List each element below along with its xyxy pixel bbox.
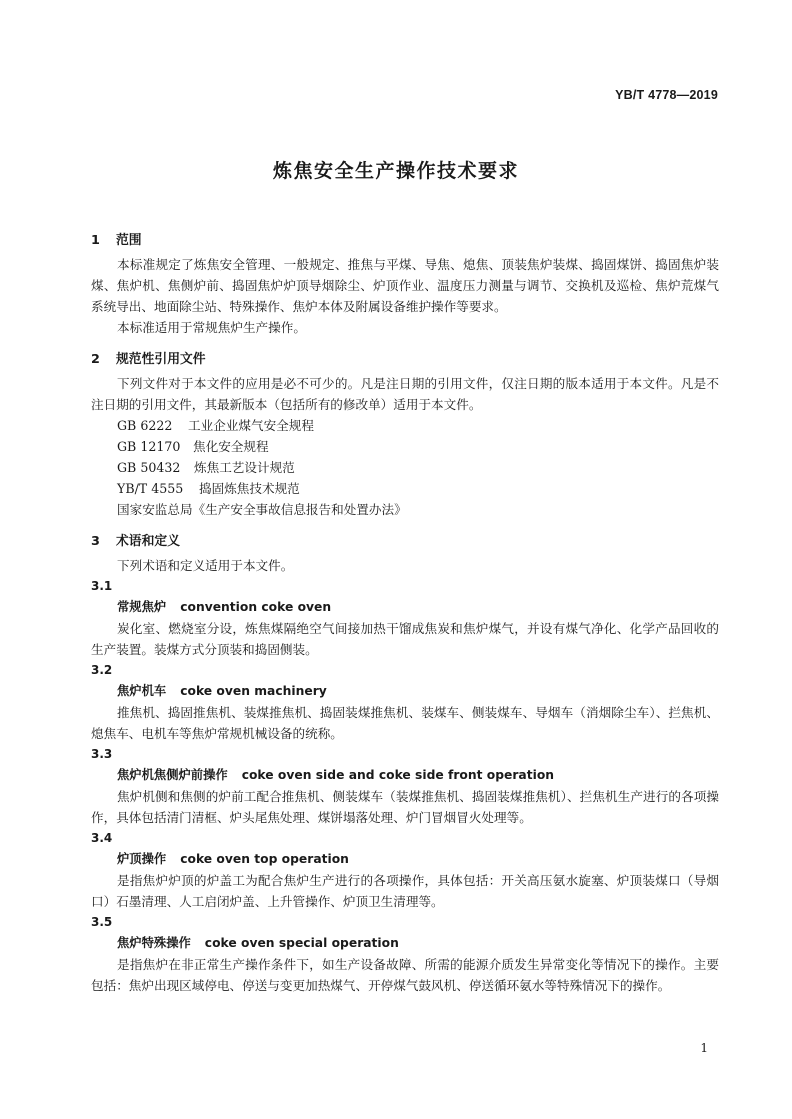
reference-item bbox=[91, 436, 719, 457]
section-number: 3 bbox=[91, 534, 100, 549]
term-number: 3.2 bbox=[91, 663, 113, 677]
term-name-en: convention coke oven bbox=[180, 600, 332, 614]
term-definition: 是指焦炉在非正常生产操作条件下，如生产设备故障、所需的能源介质发生异常变化等情况下的操作。主要包括：焦炉出现区域停电、停送与变更加热煤气、开停煤气鼓风机、停送循环氨水等特殊情况下的操作。 bbox=[91, 957, 719, 993]
term-name bbox=[91, 933, 719, 954]
term-name-zh: 常规焦炉 bbox=[117, 600, 167, 614]
term-name bbox=[91, 681, 719, 702]
term-number: 3.3 bbox=[91, 747, 113, 761]
scope-paragraph-1: 本标准规定了炼焦安全管理、一般规定、推焦与平煤、导焦、熄焦、顶装焦炉装煤、捣固煤饼、捣固焦炉装煤、焦炉机、焦侧炉前、捣固焦炉炉顶导烟除尘、炉顶作业、温度压力测量与调节、交换机及巡检、焦炉荒煤气系统导出、地面除尘站、特殊操作、焦炉本体及附属设备维护操作等要求。 bbox=[91, 257, 719, 314]
document-body bbox=[91, 223, 719, 996]
page-number: 1 bbox=[700, 1041, 708, 1055]
term-number: 3.4 bbox=[91, 831, 113, 845]
reference-item bbox=[91, 415, 719, 436]
term-name-zh: 焦炉机车 bbox=[117, 684, 167, 698]
reference-code: GB 50432 bbox=[117, 460, 181, 475]
term-definition: 是指焦炉炉顶的炉盖工为配合焦炉生产进行的各项操作，具体包括：开关高压氨水旋塞、炉顶装煤口（导烟口）石墨清理、人工启闭炉盖、上升管操作、炉顶卫生清理等。 bbox=[91, 873, 719, 909]
term-name-en: coke oven top operation bbox=[180, 852, 349, 866]
reference-code: GB 12170 bbox=[117, 439, 181, 454]
term-name-zh: 焦炉机焦侧炉前操作 bbox=[117, 768, 228, 782]
section-number: 1 bbox=[91, 233, 100, 248]
term-number: 3.5 bbox=[91, 915, 113, 929]
term-name-zh: 炉顶操作 bbox=[117, 852, 167, 866]
reference-code: YB/T 4555 bbox=[117, 481, 184, 496]
term-name bbox=[91, 849, 719, 870]
reference-title: 炼焦工艺设计规范 bbox=[194, 460, 295, 475]
section-title: 范围 bbox=[116, 233, 142, 248]
section-heading-scope bbox=[91, 227, 719, 254]
term-number: 3.1 bbox=[91, 579, 113, 593]
reference-title: 焦化安全规程 bbox=[193, 439, 269, 454]
reference-item bbox=[91, 478, 719, 499]
term-name-en: coke oven machinery bbox=[180, 684, 327, 698]
reference-title: 捣固炼焦技术规范 bbox=[199, 481, 300, 496]
term-name-en: coke oven special operation bbox=[204, 936, 399, 950]
term-name-en: coke oven side and coke side front operation bbox=[241, 768, 555, 782]
document-title: 炼焦安全生产操作技术要求 bbox=[272, 160, 519, 182]
term-name bbox=[91, 597, 719, 618]
refs-intro: 下列文件对于本文件的应用是必不可少的。凡是注日期的引用文件，仅注日期的版本适用于本文件。凡是不注日期的引用文件，其最新版本（包括所有的修改单）适用于本文件。 bbox=[91, 376, 719, 412]
section-number: 2 bbox=[91, 352, 100, 367]
term-definition: 炭化室、燃烧室分设，炼焦煤隔绝空气间接加热干馏成焦炭和焦炉煤气，并设有煤气净化、化学产品回收的生产装置。装煤方式分顶装和捣固侧装。 bbox=[91, 621, 719, 657]
scope-paragraph-2: 本标准适用于常规焦炉生产操作。 bbox=[117, 320, 306, 335]
reference-title: 工业企业煤气安全规程 bbox=[188, 418, 314, 433]
standard-code: YB/T 4778—2019 bbox=[615, 88, 718, 102]
term-definition: 焦炉机侧和焦侧的炉前工配合推焦机、侧装煤车（装煤推焦机、捣固装煤推焦机）、拦焦机生产进行的各项操作，具体包括清门清框、炉头尾焦处理、煤饼塌落处理、炉门冒烟冒火处理等。 bbox=[91, 789, 719, 825]
term-name-zh: 焦炉特殊操作 bbox=[117, 936, 191, 950]
terms-intro: 下列术语和定义适用于本文件。 bbox=[117, 558, 294, 573]
section-heading-refs bbox=[91, 346, 719, 373]
term-name bbox=[91, 765, 719, 786]
reference-code: GB 6222 bbox=[117, 418, 173, 433]
reference-item-regulation: 国家安监总局《生产安全事故信息报告和处置办法》 bbox=[117, 502, 407, 517]
section-title: 规范性引用文件 bbox=[116, 352, 206, 367]
term-definition: 推焦机、捣固推焦机、装煤推焦机、捣固装煤推焦机、装煤车、侧装煤车、导烟车（消烟除尘车）、拦焦机、熄焦车、电机车等焦炉常规机械设备的统称。 bbox=[91, 705, 719, 741]
reference-item bbox=[91, 457, 719, 478]
section-heading-terms bbox=[91, 528, 719, 555]
section-title: 术语和定义 bbox=[116, 534, 180, 549]
